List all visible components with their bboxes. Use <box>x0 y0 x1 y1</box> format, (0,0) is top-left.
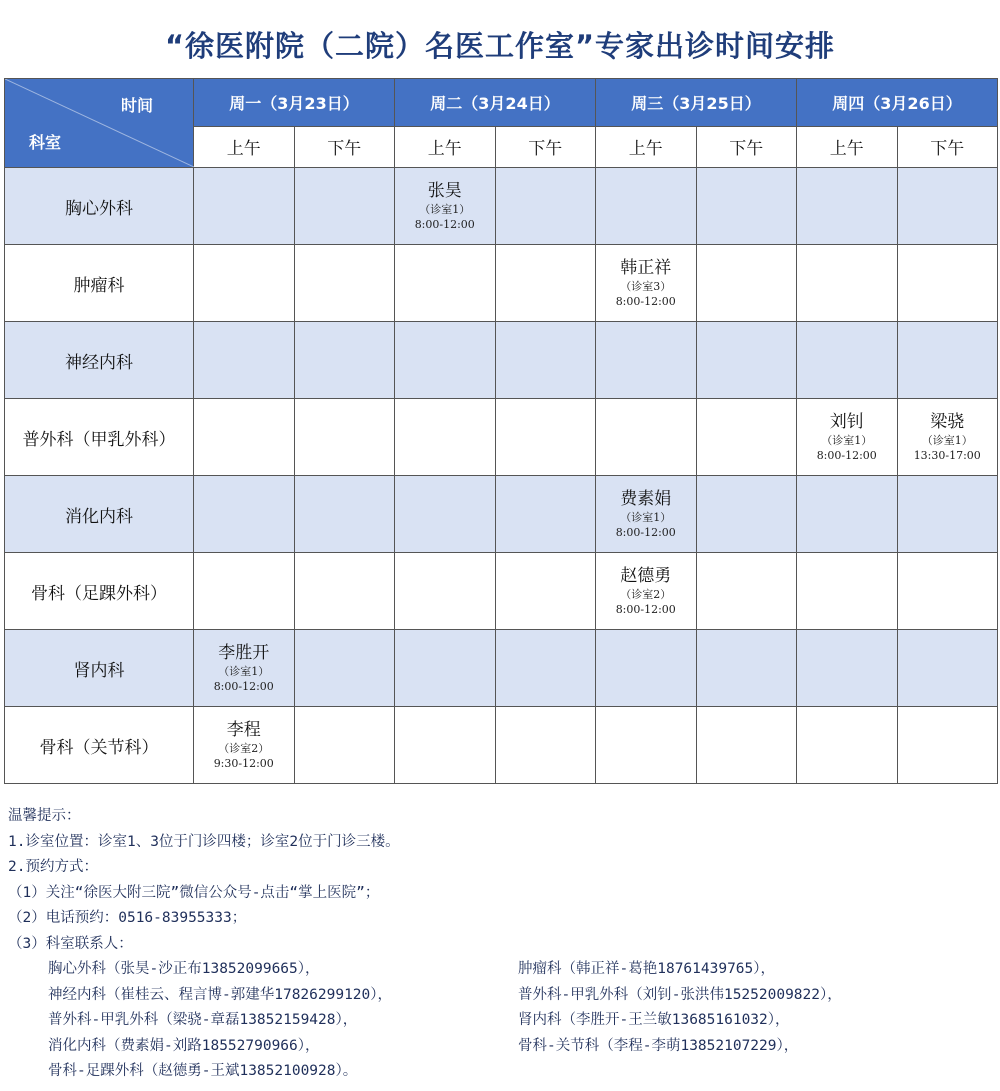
empty-slot <box>596 399 697 476</box>
empty-slot <box>194 245 295 322</box>
contact-item: 消化内科（费素娟-刘路18552790966）， <box>48 1037 320 1054</box>
empty-slot <box>395 707 496 784</box>
half-day-header: 上午 <box>797 126 898 167</box>
clinic-time: 8:00-12:00 <box>414 217 475 231</box>
contact-item: 普外科-甲乳外科（刘钊-张洪伟15252009822）， <box>518 986 842 1003</box>
schedule-body <box>5 168 998 784</box>
dept-name: 骨科（足踝外科） <box>5 553 194 630</box>
contact-item: 骨科-关节科（李程-李萌13852107229）， <box>518 1037 799 1054</box>
empty-slot <box>495 399 596 476</box>
empty-slot <box>897 322 998 399</box>
half-day-header: 下午 <box>696 126 797 167</box>
empty-slot <box>596 322 697 399</box>
clinic-room: （诊室2） <box>620 587 672 601</box>
table-row <box>5 476 998 553</box>
clinic-room: （诊室1） <box>821 433 873 447</box>
notes-contacts-title: （3）科室联系人： <box>8 935 133 952</box>
empty-slot <box>194 399 295 476</box>
contact-item: 骨科-足踝外科（赵德勇-王斌13852100928）。 <box>48 1063 358 1079</box>
empty-slot <box>294 553 395 630</box>
clinic-room: （诊室1） <box>620 510 672 524</box>
empty-slot <box>395 630 496 707</box>
corner-dept-label: 科室 <box>29 133 62 152</box>
page-title: “徐医附院（二院）名医工作室”专家出诊时间安排 <box>164 28 836 63</box>
empty-slot <box>596 168 697 245</box>
empty-slot <box>194 322 295 399</box>
empty-slot <box>797 707 898 784</box>
doctor-name: 张昊 <box>427 180 462 201</box>
day-header: 周二（3月24日） <box>395 79 596 127</box>
doctor-name: 梁骁 <box>930 411 965 432</box>
doctor-slot <box>194 707 295 784</box>
empty-slot <box>696 245 797 322</box>
clinic-time: 13:30-17:00 <box>913 448 981 462</box>
empty-slot <box>194 168 295 245</box>
clinic-room: （诊室2） <box>218 741 270 755</box>
clinic-time: 8:00-12:00 <box>213 679 274 693</box>
empty-slot <box>395 553 496 630</box>
diagonal-divider <box>5 79 194 167</box>
empty-slot <box>495 168 596 245</box>
dept-name: 骨科（关节科） <box>5 707 194 784</box>
empty-slot <box>797 322 898 399</box>
empty-slot <box>596 630 697 707</box>
contact-item: 肾内科（李胜开-王兰敏13685161032）， <box>518 1012 790 1028</box>
doctor-slot <box>395 168 496 245</box>
table-row <box>5 322 998 399</box>
notes-booking-wechat: （1）关注“徐医大附三院”微信公众号-点击“掌上医院”； <box>8 884 380 901</box>
empty-slot <box>897 476 998 553</box>
schedule-table <box>4 78 998 784</box>
clinic-time: 8:00-12:00 <box>615 602 676 616</box>
doctor-slot <box>596 553 697 630</box>
empty-slot <box>395 399 496 476</box>
dept-name: 普外科（甲乳外科） <box>5 399 194 476</box>
empty-slot <box>395 322 496 399</box>
empty-slot <box>495 245 596 322</box>
empty-slot <box>897 707 998 784</box>
half-day-header: 下午 <box>294 126 395 167</box>
dept-name: 肿瘤科 <box>5 245 194 322</box>
dept-name: 神经内科 <box>5 322 194 399</box>
half-day-header: 上午 <box>194 126 295 167</box>
clinic-room: （诊室1） <box>419 202 471 216</box>
empty-slot <box>696 707 797 784</box>
doctor-name: 韩正祥 <box>620 257 672 278</box>
empty-slot <box>797 630 898 707</box>
doctor-name: 费素娟 <box>620 488 672 509</box>
empty-slot <box>294 245 395 322</box>
table-row <box>5 168 998 245</box>
doctor-slot <box>797 399 898 476</box>
corner-header <box>5 79 194 168</box>
empty-slot <box>294 168 395 245</box>
notes-location: 1.诊室位置：诊室1、3位于门诊四楼；诊室2位于门诊三楼。 <box>8 833 400 850</box>
empty-slot <box>294 476 395 553</box>
notes-booking-title: 2.预约方式： <box>8 859 98 875</box>
half-day-header: 上午 <box>395 126 496 167</box>
empty-slot <box>294 322 395 399</box>
empty-slot <box>696 630 797 707</box>
half-day-header: 下午 <box>897 126 998 167</box>
empty-slot <box>797 168 898 245</box>
empty-slot <box>495 476 596 553</box>
empty-slot <box>696 322 797 399</box>
dept-name: 胸心外科 <box>5 168 194 245</box>
empty-slot <box>596 707 697 784</box>
corner-time-label: 时间 <box>120 96 153 115</box>
empty-slot <box>696 553 797 630</box>
table-row <box>5 245 998 322</box>
contact-item: 肿瘤科（韩正祥-葛艳18761439765）， <box>518 961 776 977</box>
clinic-time: 8:00-12:00 <box>615 294 676 308</box>
empty-slot <box>495 322 596 399</box>
empty-slot <box>294 707 395 784</box>
clinic-time: 8:00-12:00 <box>615 525 676 539</box>
clinic-time: 9:30-12:00 <box>213 756 274 770</box>
notes-section <box>8 804 993 1085</box>
empty-slot <box>897 553 998 630</box>
doctor-name: 李胜开 <box>218 642 270 663</box>
empty-slot <box>797 245 898 322</box>
empty-slot <box>495 707 596 784</box>
doctor-slot <box>596 245 697 322</box>
table-row <box>5 707 998 784</box>
empty-slot <box>294 399 395 476</box>
contact-item: 神经内科（崔桂云、程言博-郭建华17826299120）， <box>48 986 393 1003</box>
clinic-room: （诊室3） <box>620 279 672 293</box>
empty-slot <box>395 245 496 322</box>
empty-slot <box>294 630 395 707</box>
contacts-list <box>8 957 993 1085</box>
empty-slot <box>797 476 898 553</box>
half-day-header: 上午 <box>596 126 697 167</box>
table-row <box>5 553 998 630</box>
notes-heading: 温馨提示： <box>8 808 81 824</box>
dept-name: 消化内科 <box>5 476 194 553</box>
empty-slot <box>696 399 797 476</box>
doctor-name: 李程 <box>226 719 261 740</box>
day-header: 周四（3月26日） <box>797 79 998 127</box>
notes-booking-phone: （2）电话预约：0516-83955333； <box>8 910 247 926</box>
empty-slot <box>897 630 998 707</box>
clinic-time: 8:00-12:00 <box>816 448 877 462</box>
empty-slot <box>696 168 797 245</box>
day-header: 周三（3月25日） <box>596 79 797 127</box>
empty-slot <box>495 630 596 707</box>
empty-slot <box>495 553 596 630</box>
doctor-slot <box>596 476 697 553</box>
clinic-room: （诊室1） <box>218 664 270 678</box>
empty-slot <box>194 476 295 553</box>
empty-slot <box>395 476 496 553</box>
contact-item: 普外科-甲乳外科（梁骁-章磊13852159428）， <box>48 1012 358 1028</box>
half-day-header: 下午 <box>495 126 596 167</box>
empty-slot <box>797 553 898 630</box>
table-row <box>5 399 998 476</box>
dept-name: 肾内科 <box>5 630 194 707</box>
doctor-slot <box>897 399 998 476</box>
table-row <box>5 630 998 707</box>
doctor-slot <box>194 630 295 707</box>
day-header: 周一（3月23日） <box>194 79 395 127</box>
empty-slot <box>194 553 295 630</box>
empty-slot <box>897 168 998 245</box>
doctor-name: 刘钊 <box>829 411 864 432</box>
clinic-room: （诊室1） <box>921 433 973 447</box>
doctor-name: 赵德勇 <box>620 565 672 586</box>
contact-item: 胸心外科（张昊-沙正布13852099665）， <box>48 961 320 977</box>
empty-slot <box>696 476 797 553</box>
empty-slot <box>897 245 998 322</box>
